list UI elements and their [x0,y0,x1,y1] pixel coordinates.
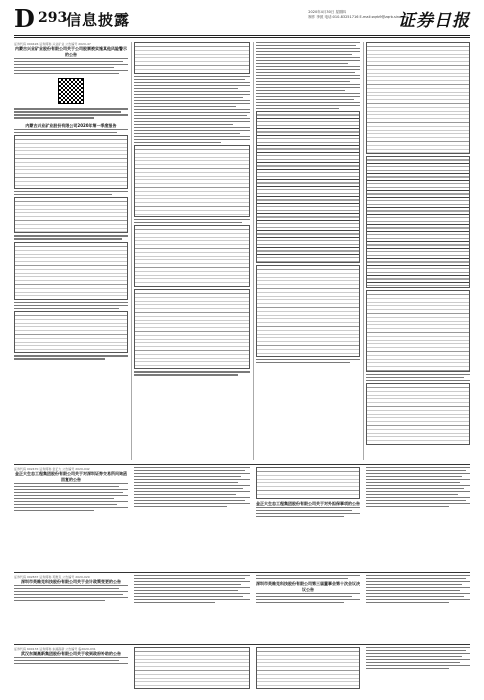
notice-column-15 [256,647,360,695]
notice-title-quarterly-report: 内蒙古兴业矿业股份有限公司2020年第一季度报告 [25,122,117,128]
top-section [14,42,470,460]
financial-table-11 [366,42,470,154]
notice-title-jinzhi-2: 金正大生态工程集团股份有限公司关于对外担保事项的公告 [256,501,360,506]
notice-column-11 [256,575,360,639]
bottom-section [14,644,470,697]
financial-table-10 [256,265,360,357]
section-letter: D [14,4,35,33]
newspaper-logo: 证券日报 [398,11,470,31]
notice-title-inner-mongolia: 内蒙古兴业矿业股份有限公司关于公司股票被实施其他风险警示的公告 [15,46,127,57]
notice-column-13: 证券代码 600133 证券简称 东湖高新 公告编号 临2020-031 武汉东湖高新集团股份有限公司关于收到政府补助的公告 [14,647,128,695]
notice-title-jinzhi: 金正大生态工程集团股份有限公司关于对深圳证券交易所问询函回复的公告 [15,471,127,482]
notice-column-16 [366,647,470,695]
notice-column-6 [134,467,250,567]
header-rule-thin [14,37,470,38]
date-line: 2020年4月30日 星期四 [308,10,346,14]
financial-table-14 [366,383,470,445]
financial-table-6 [134,145,250,217]
notice-title-shenzhen-2: 深圳市英维克科技股份有限公司第三届董事会第十次会议决议公告 [256,580,360,592]
financial-table-1 [14,135,128,189]
notice-column-10 [134,575,250,639]
notice-column-8 [366,467,470,567]
notice-column-4 [366,42,470,460]
financial-table-4 [14,311,128,353]
column-divider [253,42,254,460]
notice-column-12 [366,575,470,639]
masthead [14,6,470,34]
financial-table-15 [256,467,360,499]
contact-line: 制作 李波 电话:010-83251716 E-mail:zqrb9@zqrb.sina.net [308,15,408,19]
notice-column-7 [256,467,360,567]
middle-section [14,464,470,569]
section-title: 信息披露 [66,11,131,29]
financial-table-9 [256,111,360,263]
header-rule [14,35,470,36]
financial-table-3 [14,242,128,300]
notice-column-3 [256,42,360,460]
header-meta [308,10,408,20]
financial-table-7 [134,225,250,287]
notice-column-9: 证券代码 002837 证券简称 英维克 公告编号 2020-029 深圳市英维克科技股份有限公司关于会计政策变更的公告 [14,575,128,639]
financial-table-5 [134,42,250,74]
financial-table-12 [366,156,470,288]
notice-title-shenzhen: 深圳市英维克科技股份有限公司关于会计政策变更的公告 [21,579,121,584]
financial-table-16 [134,647,250,689]
notice-column-14 [134,647,250,695]
financial-table-2 [14,197,128,233]
qr-code-image [58,78,84,104]
financial-table-8 [134,289,250,369]
lower-section [14,572,470,641]
column-divider [131,42,132,460]
financial-table-13 [366,290,470,372]
notice-column-2 [134,42,250,460]
financial-table-17 [256,647,360,689]
column-divider [363,42,364,460]
notice-column-1: 证券代码 000426 证券简称 兴业矿业 公告编号 2020-47 内蒙古兴业矿业股份有限公司关于公司股票被实施其他风险警示的公告 内蒙古兴业矿业股份有限公司2020年第一季度报告 [14,42,128,460]
notice-title-wuhan: 武汉东湖高新集团股份有限公司关于收到政府补助的公告 [21,651,121,656]
page-number: 293 [38,10,68,26]
notice-column-5: 证券代码 002470 证券简称 金正大 公告编号 2020-042 金正大生态工程集团股份有限公司关于对深圳证券交易所问询函回复的公告 [14,467,128,567]
